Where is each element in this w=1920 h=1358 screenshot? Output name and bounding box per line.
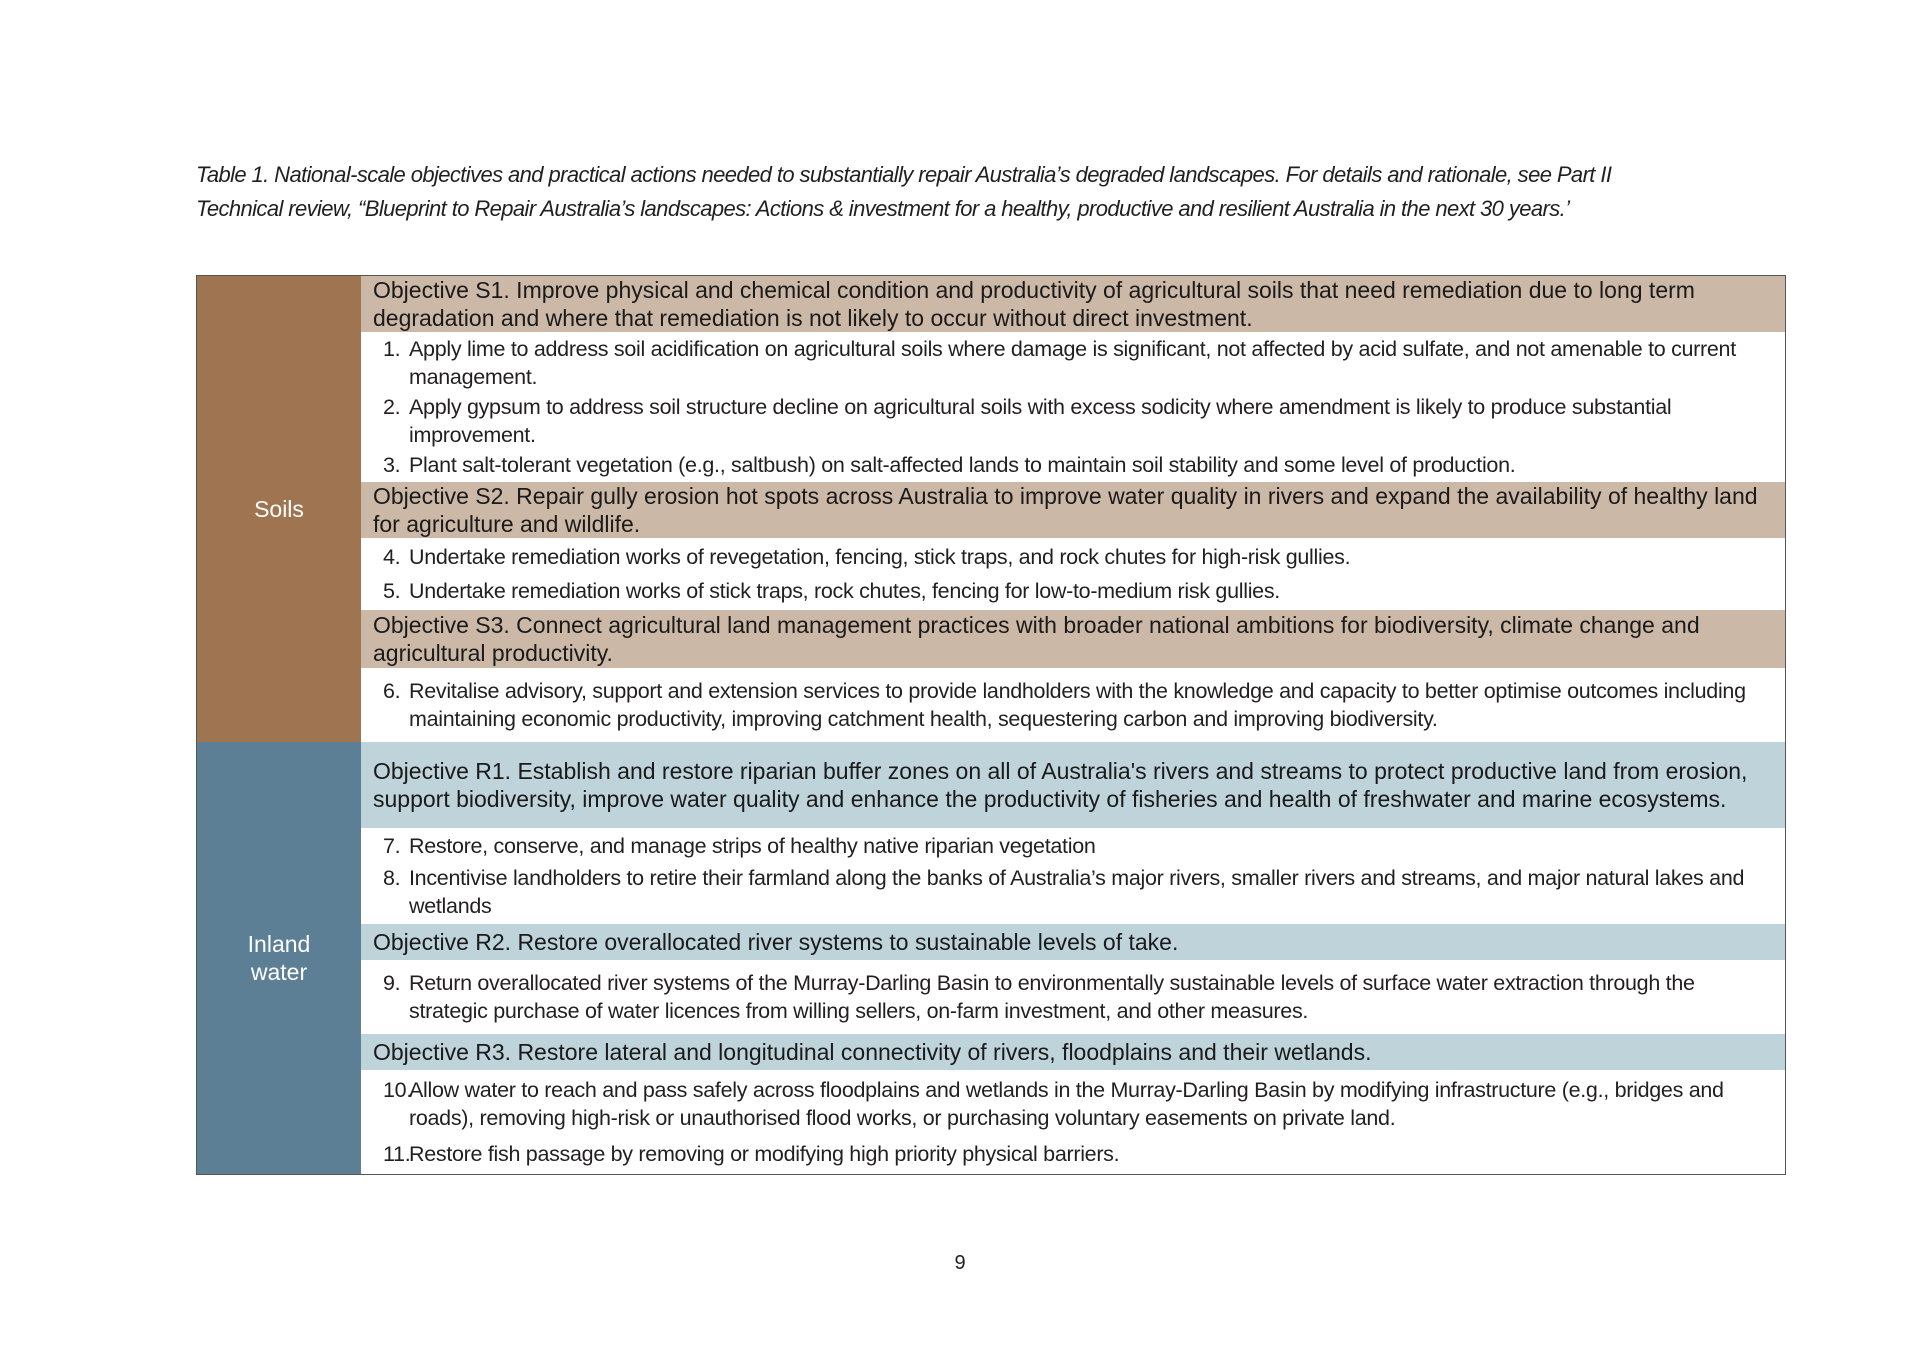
action-item: [361, 451, 1785, 479]
section-soils: [197, 276, 1785, 742]
objectives-table: [196, 275, 1786, 1175]
action-group: [361, 1070, 1785, 1174]
action-group: [361, 668, 1785, 742]
section-label-text: Soils: [254, 496, 304, 522]
objective-text: Objective S3. Connect agricultural land management practices with broader national ambitions for biodiversity, climate change and agricultural productivity.: [373, 612, 1700, 666]
section-label-text-line-1: Inland: [247, 931, 311, 957]
action-text: Allow water to reach and pass safely across floodplains and wetlands in the Murray-Darling Basin by modifying infrastructure (e.g., bridges and roads), removing high-risk or unauthorised flood works, or purchasing voluntary easements on private land.: [409, 1078, 1724, 1130]
action-number: 8.: [383, 866, 401, 890]
action-number: 6.: [383, 679, 401, 703]
action-number: 7.: [383, 834, 401, 858]
action-item: [361, 864, 1785, 920]
action-group: [361, 828, 1785, 924]
caption-line-2: Technical review, “Blueprint to Repair Australia’s landscapes: Actions & investment for a healthy, productive and resilient Australia in the next 30 years.’: [196, 196, 1570, 221]
objective-text: Objective S1. Improve physical and chemical condition and productivity of agricultural soils that need remediation due to long term degradation and where that remediation is not likely to occur without direct investment.: [373, 277, 1695, 331]
section-inland-water: [197, 742, 1785, 1174]
action-text: Incentivise landholders to retire their farmland along the banks of Australia’s major rivers, smaller rivers and streams, and major natural lakes and wetlands: [409, 866, 1745, 918]
action-number: 2.: [383, 395, 401, 419]
action-text: Return overallocated river systems of the Murray-Darling Basin to environmentally sustainable levels of surface water extraction through the strategic purchase of water licences from willing sellers, on-farm investment, and other measures.: [409, 971, 1695, 1023]
action-text: Restore, conserve, and manage strips of healthy native riparian vegetation: [409, 834, 1096, 858]
action-text: Apply lime to address soil acidification on agricultural soils where damage is significant, not affected by acid sulfate, and not amenable to current management.: [409, 337, 1736, 389]
section-label-inland-water: [197, 742, 361, 1174]
page-number: 9: [954, 1252, 966, 1274]
objective-text: Objective S2. Repair gully erosion hot spots across Australia to improve water quality in rivers and expand the availability of healthy land for agriculture and wildlife.: [373, 483, 1758, 537]
objective-text: Objective R3. Restore lateral and longitudinal connectivity of rivers, floodplains and their wetlands.: [373, 1039, 1372, 1065]
action-item: [361, 577, 1785, 605]
objective-text: Objective R2. Restore overallocated river systems to sustainable levels of take.: [373, 929, 1179, 955]
objective-row: [361, 482, 1785, 538]
action-item: [361, 1140, 1785, 1168]
action-number: 4.: [383, 545, 401, 569]
action-group: [361, 960, 1785, 1034]
action-text: Apply gypsum to address soil structure decline on agricultural soils with excess sodicity where amendment is likely to produce substantial improvement.: [409, 395, 1672, 447]
action-text: Restore fish passage by removing or modifying high priority physical barriers.: [409, 1142, 1120, 1166]
action-item: [361, 677, 1785, 733]
action-text: Plant salt-tolerant vegetation (e.g., saltbush) on salt-affected lands to maintain soil stability and some level of production.: [409, 453, 1516, 477]
action-item: [361, 1076, 1785, 1132]
section-body-soils: [361, 276, 1785, 742]
action-number: 3.: [383, 453, 401, 477]
action-text: Revitalise advisory, support and extension services to provide landholders with the knowledge and capacity to better optimise outcomes including maintaining economic productivity, improving catchment health, sequestering carbon and improving biodiversity.: [409, 679, 1746, 731]
action-item: [361, 543, 1785, 571]
objective-row: [361, 742, 1785, 828]
action-text: Undertake remediation works of revegetation, fencing, stick traps, and rock chutes for high-risk gullies.: [409, 545, 1351, 569]
action-item: [361, 969, 1785, 1025]
action-number: 10.: [383, 1078, 412, 1102]
caption-line-1: Table 1. National-scale objectives and practical actions needed to substantially repair Australia’s degraded landscapes. For details and rationale, see Part II: [196, 162, 1612, 187]
action-number: 1.: [383, 337, 401, 361]
action-number: 9.: [383, 971, 401, 995]
table-caption: [196, 158, 1756, 226]
section-label-text-line-2: water: [250, 959, 308, 985]
section-body-inland-water: [361, 742, 1785, 1174]
action-item: [361, 335, 1785, 391]
objective-row: [361, 276, 1785, 332]
action-item: [361, 832, 1785, 860]
action-group: [361, 538, 1785, 610]
action-item: [361, 393, 1785, 449]
objective-row: [361, 1034, 1785, 1070]
section-label-soils: [197, 276, 361, 742]
objective-row: [361, 924, 1785, 960]
objective-row: [361, 610, 1785, 668]
action-text: Undertake remediation works of stick traps, rock chutes, fencing for low-to-medium risk gullies.: [409, 579, 1280, 603]
action-number: 11.: [383, 1142, 411, 1166]
objective-text: Objective R1. Establish and restore riparian buffer zones on all of Australia's rivers and streams to protect productive land from erosion, support biodiversity, improve water quality and enhance the productivity of fisheries and health of freshwater and marine ecosystems.: [373, 758, 1748, 812]
action-group: [361, 332, 1785, 482]
action-number: 5.: [383, 579, 401, 603]
